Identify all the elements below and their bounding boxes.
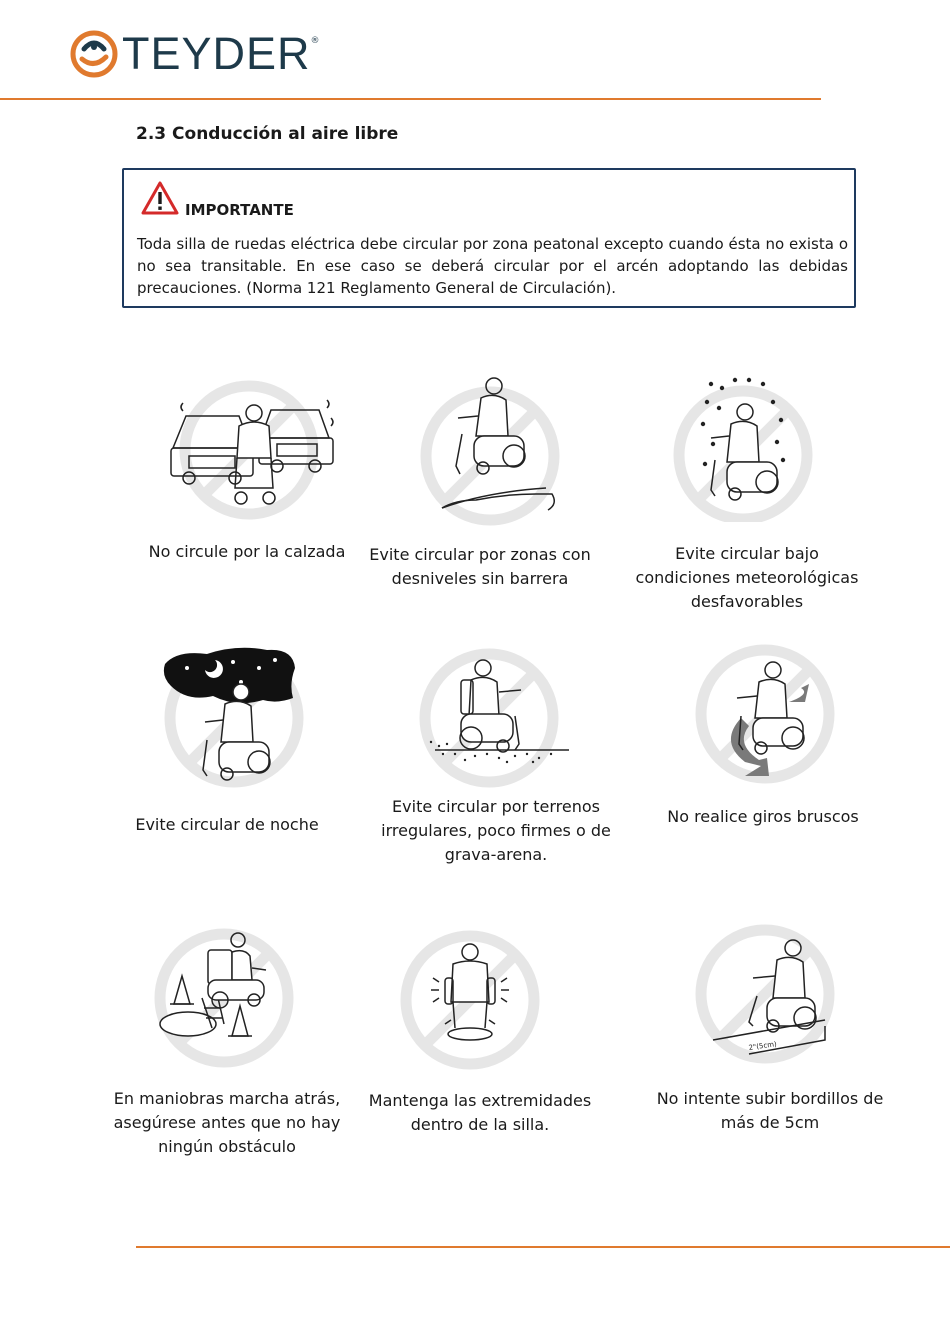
rule-reverse (108, 924, 338, 1074)
rule-night (117, 642, 347, 792)
warning-triangle-icon (140, 180, 180, 216)
rain-icon (627, 372, 857, 522)
rule-slope (376, 376, 606, 526)
caption-gravel: Evite circular por terrenos irregulares, poco firmes o de grava-arena. (381, 797, 611, 864)
important-notice (122, 168, 856, 308)
caption-road: No circule por la calzada (148, 542, 346, 561)
teyder-logo-icon (70, 29, 122, 79)
caption-weather: Evite circular bajo condiciones meteorológicas desfavorables (635, 544, 859, 611)
rule-gravel (375, 646, 605, 796)
header-divider (0, 98, 821, 100)
footer-divider (136, 1246, 950, 1248)
rule-curb (649, 922, 879, 1072)
caption-night: Evite circular de noche (135, 815, 319, 834)
caption-curb: No intente subir bordillos de más de 5cm (656, 1089, 884, 1132)
brand-logo (70, 28, 320, 80)
registered-mark: ® (310, 36, 320, 46)
gravel-terrain-icon (375, 646, 605, 796)
rule-turn (649, 640, 879, 790)
caption-turn: No realice giros bruscos (667, 807, 859, 826)
limbs-inside-icon (355, 926, 585, 1076)
rule-weather (627, 372, 857, 522)
curb-height-label: 2"(5cm) (748, 1040, 778, 1052)
reverse-obstacle-icon (108, 924, 338, 1074)
caption-slope: Evite circular por zonas con desniveles sin barrera (369, 545, 591, 588)
important-label: IMPORTANTE (185, 201, 294, 219)
night-sky-icon (117, 642, 347, 792)
sharp-turn-icon (649, 640, 879, 790)
curb-icon (649, 922, 879, 1072)
slope-edge-icon (376, 376, 606, 526)
caption-reverse: En maniobras marcha atrás, asegúrese antes que no hay ningún obstáculo (113, 1089, 341, 1156)
brand-name: TEYDER (122, 28, 311, 79)
section-title: 2.3 Conducción al aire libre (136, 124, 399, 144)
rule-road (131, 378, 361, 528)
rule-limbs (355, 926, 585, 1076)
important-text: Toda silla de ruedas eléctrica debe circular por zona peatonal excepto cuando ésta no exista o no sea transitable. En ese caso se deberá circular por el arcén adoptando las debidas precauciones. (Norma 121 Reglamento General de Circulación). (137, 235, 848, 297)
caption-limbs: Mantenga las extremidades dentro de la silla. (368, 1091, 592, 1134)
road-cars-icon (131, 378, 361, 528)
